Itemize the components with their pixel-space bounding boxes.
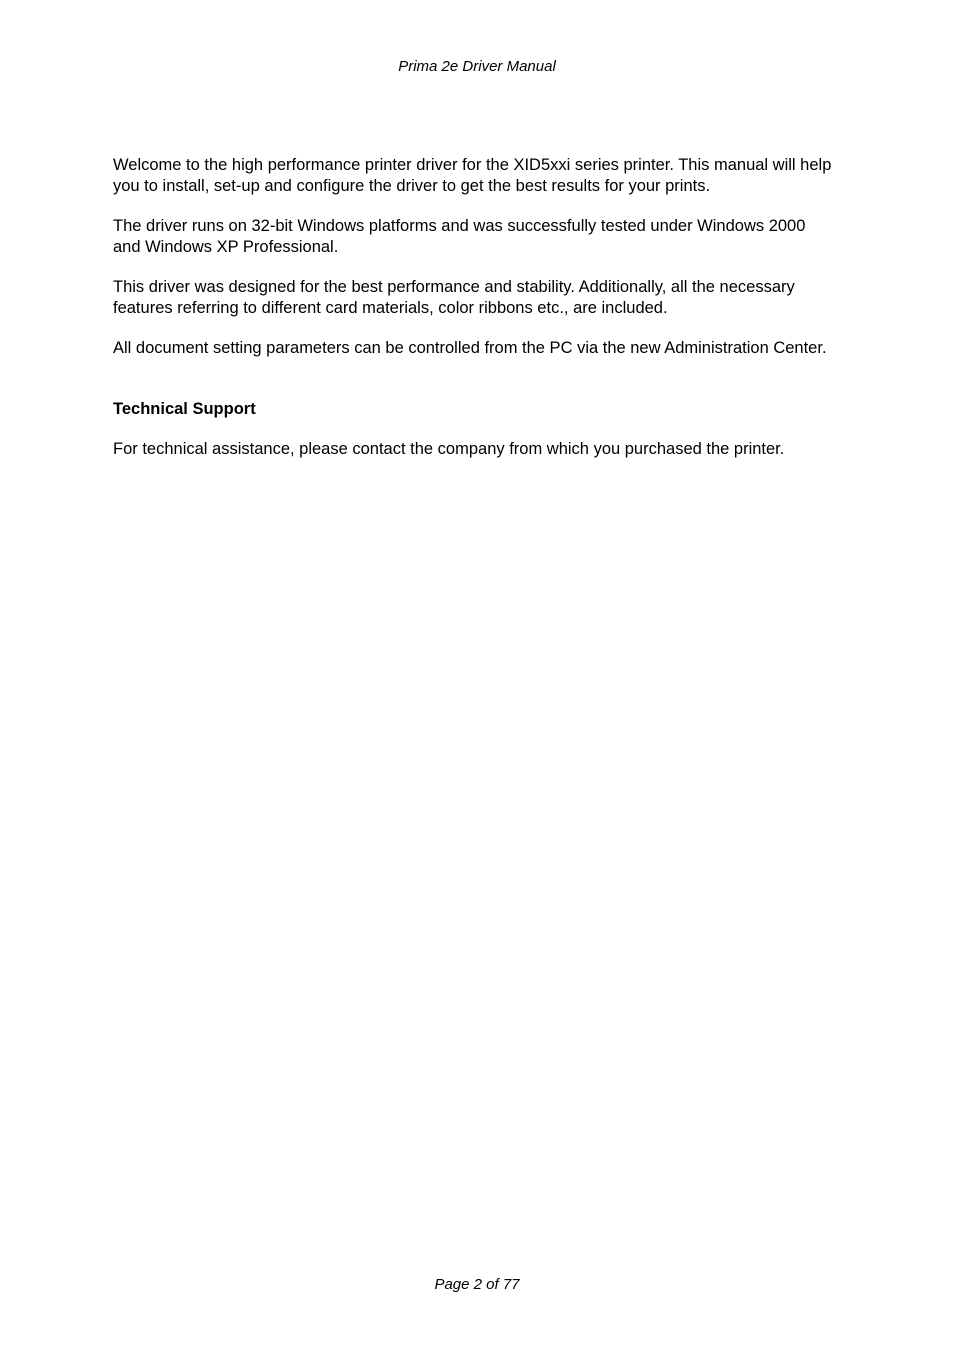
text-line: All document setting parameters can be controlled from the PC via the new Administration Center.: [113, 339, 827, 357]
page-content: [113, 155, 893, 480]
running-header: Prima 2e Driver Manual: [398, 58, 556, 75]
intro-paragraph-design: [113, 277, 893, 318]
text-line: This driver was designed for the best performance and stability. Additionally, all the necessary: [113, 278, 795, 296]
section-heading-technical-support: Technical Support: [113, 399, 256, 418]
text-line: features referring to different card materials, color ribbons etc., are included.: [113, 298, 668, 317]
text-line: The driver runs on 32-bit Windows platforms and was successfully tested under Windows 2000: [113, 217, 806, 235]
intro-paragraph-settings: [113, 338, 893, 359]
text-line: you to install, set-up and configure the driver to get the best results for your prints.: [113, 176, 711, 195]
intro-paragraph-welcome: [113, 155, 893, 196]
support-paragraph: For technical assistance, please contact the company from which you purchased the printer.: [113, 440, 785, 458]
intro-paragraph-platforms: [113, 216, 893, 257]
text-line: Welcome to the high performance printer driver for the XID5xxi series printer. This manual will help: [113, 156, 832, 174]
text-line: and Windows XP Professional.: [113, 237, 339, 256]
page-number: Page 2 of 77: [434, 1276, 520, 1293]
